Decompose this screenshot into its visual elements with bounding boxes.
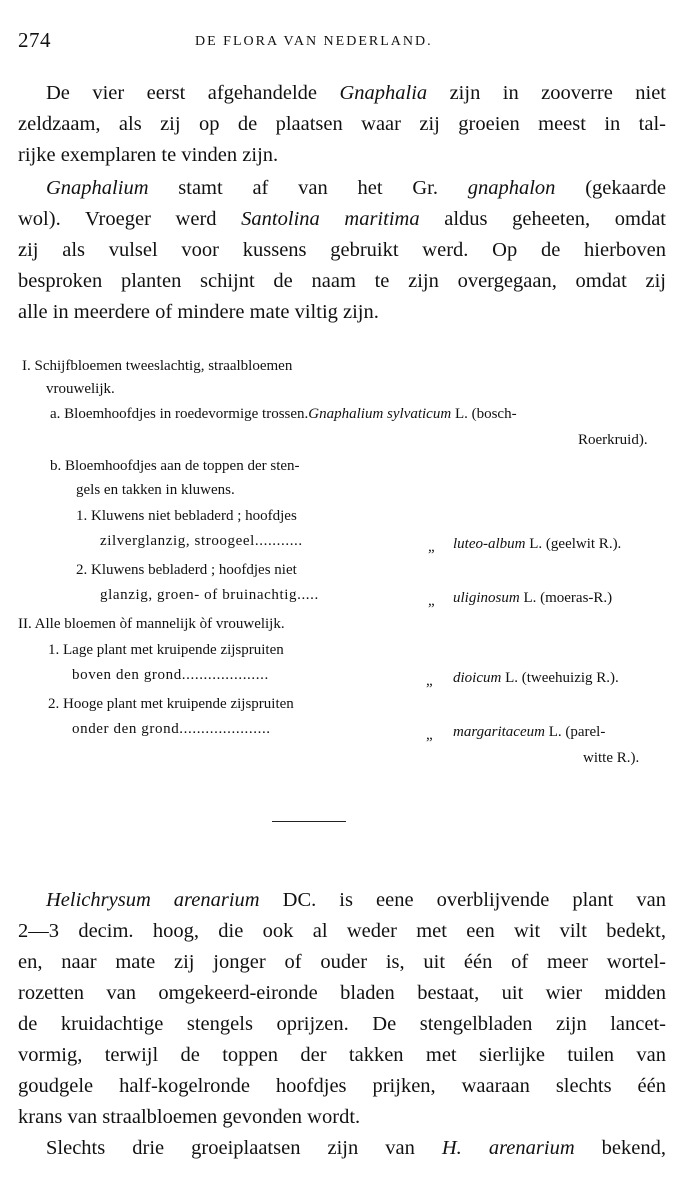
text-line: en, naar mate zij jonger of ouder is, uit één of meer wortel-	[18, 951, 666, 973]
text-line: rijke exemplaren te vinden zijn.	[18, 144, 279, 166]
species-luteo-album: luteo-album L. (geelwit R.).	[453, 536, 622, 552]
key-entry-I: I. Schijfbloemen tweeslachtig, straalbloemen	[22, 358, 293, 374]
key-entry-b: b. Bloemhoofdjes aan de toppen der sten-	[50, 458, 300, 474]
section-divider	[272, 821, 346, 822]
key-entry-b1: 1. Kluwens niet bebladerd ; hoofdjes	[76, 508, 297, 524]
paragraph-growth-sites	[18, 1133, 666, 1164]
text-line: 2—3 decim. hoog, die ook al weder met een wit vilt bedekt,	[18, 920, 666, 942]
ditto-mark: „	[428, 593, 435, 609]
ditto-mark: „	[428, 539, 435, 555]
species-margaritaceum: margaritaceum L. (parel-	[453, 724, 606, 740]
key-entry-b1-cont: zilverglanzig, stroogeel...........	[100, 533, 303, 549]
species-dioicum: dioicum L. (tweehuizig R.).	[453, 670, 619, 686]
text-line: Gnaphalium stamt af van het Gr. gnaphalon (gekaarde	[46, 177, 666, 199]
text-line: de kruidachtige stengels oprijzen. De stengelbladen zijn lancet-	[18, 1013, 666, 1035]
text-line: De vier eerst afgehandelde Gnaphalia zijn in zooverre niet	[46, 82, 666, 104]
ditto-mark: „	[426, 727, 433, 743]
text-line: Slechts drie groeiplaatsen zijn van H. arenarium bekend,	[46, 1137, 666, 1159]
paragraph-helichrysum	[18, 885, 666, 1133]
paragraph-name-origin	[18, 173, 666, 328]
key-entry-II: II. Alle bloemen òf mannelijk òf vrouwelijk.	[18, 616, 285, 632]
key-entry-a-author-cont: Roerkruid).	[578, 432, 648, 448]
text-line: Helichrysum arenarium DC. is eene overblijvende plant van	[46, 889, 666, 911]
text-line: rozetten van omgekeerd-eironde bladen bestaat, uit wier midden	[18, 982, 666, 1004]
text-line: besproken planten schijnt de naam te zijn overgegaan, omdat zij	[18, 270, 666, 292]
text-line: goudgele half-kogelronde hoofdjes prijken, waaraan slechts één	[18, 1075, 666, 1097]
paragraph-gnaphalia-rarity	[18, 78, 666, 171]
ditto-mark: „	[426, 673, 433, 689]
text-line: vormig, terwijl de toppen der takken met sierlijke tuilen van	[18, 1044, 666, 1066]
text-line: zeldzaam, als zij op de plaatsen waar zij groeien meest in tal-	[18, 113, 666, 135]
key-entry-II2-cont: onder den grond.....................	[72, 721, 271, 737]
text-line: wol). Vroeger werd Santolina maritima aldus geheeten, omdat	[18, 208, 666, 230]
key-entry-b2-cont: glanzig, groen- of bruinachtig.....	[100, 587, 319, 603]
key-entry-I-cont: vrouwelijk.	[46, 381, 115, 397]
text-line: zij als vulsel voor kussens gebruikt werd. Op de hierboven	[18, 239, 666, 261]
key-entry-b-cont: gels en takken in kluwens.	[76, 482, 235, 498]
key-entry-a: a. Bloemhoofdjes in roedevormige trossen.Gnaphalium sylvaticum L. (bosch-	[50, 406, 517, 422]
key-entry-b2: 2. Kluwens bebladerd ; hoofdjes niet	[76, 562, 297, 578]
page-header	[0, 28, 678, 54]
page-number: 274	[18, 28, 51, 52]
key-entry-II1-cont: boven den grond....................	[72, 667, 269, 683]
species-uliginosum: uliginosum L. (moeras-R.)	[453, 590, 613, 606]
key-entry-II1: 1. Lage plant met kruipende zijspruiten	[48, 642, 284, 658]
text-line: krans van straalbloemen gevonden wordt.	[18, 1106, 361, 1128]
species-margaritaceum-author-cont: witte R.).	[583, 750, 640, 766]
running-title: DE FLORA VAN NEDERLAND.	[195, 34, 433, 49]
key-entry-II2: 2. Hooge plant met kruipende zijspruiten	[48, 696, 294, 712]
text-line: alle in meerdere of mindere mate viltig zijn.	[18, 301, 379, 323]
